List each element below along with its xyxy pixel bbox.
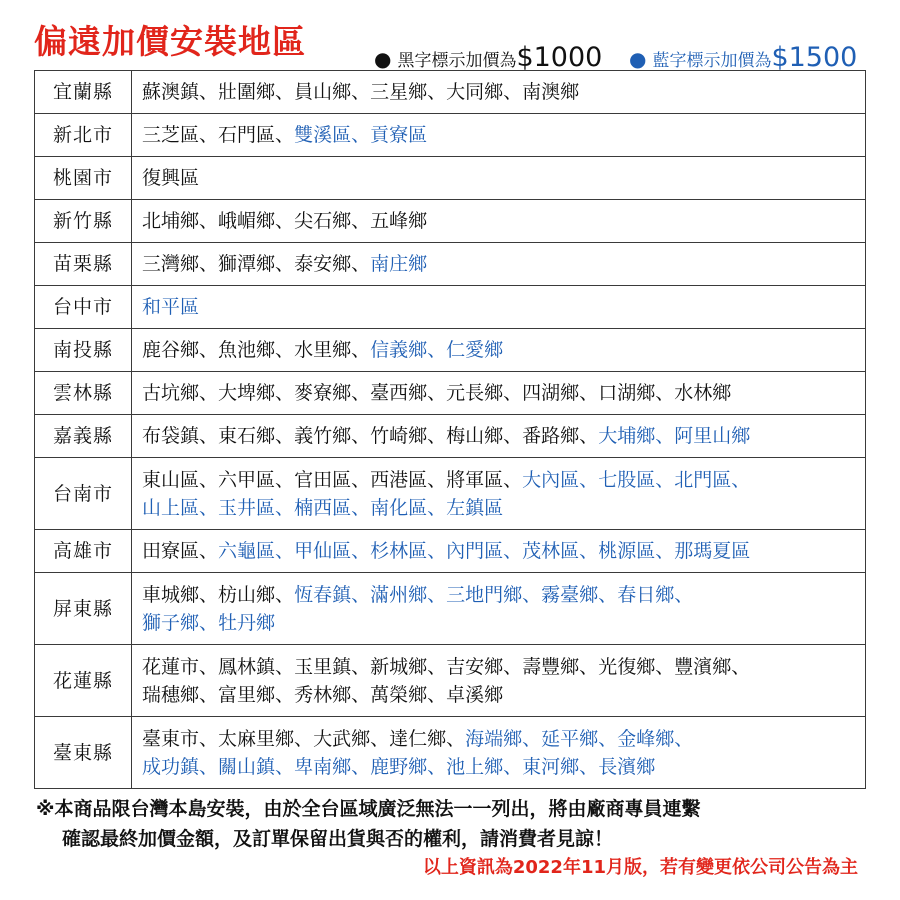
area-item: 仁愛鄉 — [446, 339, 504, 361]
legend-blue-label: 藍字標示加價為 — [652, 51, 772, 71]
separator: 、 — [731, 468, 751, 491]
note-line-1: ※本商品限台灣本島安裝，由於全台區域廣泛無法一一列出，將由廠商專員連繫 — [36, 798, 701, 820]
county-cell: 高雄市 — [35, 530, 132, 573]
areas-line — [142, 336, 855, 364]
separator: 、 — [275, 683, 295, 706]
legend-black-label: 黑字標示加價為 — [397, 51, 517, 71]
area-item: 復興區 — [142, 167, 200, 189]
header — [34, 8, 874, 73]
area-item: 泰安鄉 — [294, 253, 352, 275]
areas-line — [142, 379, 855, 407]
areas-cell — [132, 415, 866, 458]
county-cell: 雲林縣 — [35, 372, 132, 415]
separator: 、 — [446, 727, 466, 750]
separator: 、 — [503, 655, 523, 678]
separator: 、 — [275, 755, 295, 778]
separator: 、 — [275, 124, 295, 146]
area-item: 大埔鄉 — [598, 425, 656, 447]
area-item: 車城鄉 — [142, 583, 200, 606]
separator: 、 — [294, 727, 314, 750]
county-cell: 屏東縣 — [35, 573, 132, 645]
area-item: 獅潭鄉 — [218, 253, 276, 275]
separator: 、 — [199, 81, 219, 103]
areas-cell — [132, 71, 866, 114]
area-item: 牡丹鄉 — [218, 611, 276, 634]
county-cell: 新竹縣 — [35, 200, 132, 243]
note-line-2: 確認最終加價金額，及訂單保留出貨與否的權利，請消費者見諒！ — [62, 828, 614, 850]
separator: 、 — [351, 755, 371, 778]
area-item: 員山鄉 — [294, 81, 352, 103]
separator: 、 — [199, 124, 219, 146]
separator: 、 — [427, 496, 447, 519]
area-item: 鳳林鎮 — [218, 655, 276, 678]
table-row — [35, 415, 866, 458]
areas-line — [142, 164, 855, 192]
separator: 、 — [199, 382, 219, 404]
area-item: 卓溪鄉 — [446, 683, 504, 706]
area-item: 壯圍鄉 — [218, 81, 276, 103]
separator: 、 — [351, 253, 371, 275]
area-item: 西港區 — [370, 468, 428, 491]
separator: 、 — [351, 540, 371, 562]
area-item: 雙溪區 — [294, 124, 352, 146]
areas-cell — [132, 645, 866, 717]
county-cell: 台中市 — [35, 286, 132, 329]
area-item: 石門區 — [218, 124, 276, 146]
area-item: 杉林區 — [370, 540, 428, 562]
area-item: 大埤鄉 — [218, 382, 276, 404]
separator: 、 — [370, 727, 390, 750]
area-item: 阿里山鄉 — [674, 425, 751, 447]
area-item: 北門區 — [674, 468, 732, 491]
table-row — [35, 530, 866, 573]
area-item: 梅山鄉 — [446, 425, 504, 447]
area-item: 將軍區 — [446, 468, 504, 491]
county-cell: 嘉義縣 — [35, 415, 132, 458]
separator: 、 — [275, 382, 295, 404]
areas-cell — [132, 530, 866, 573]
separator: 、 — [427, 425, 447, 447]
area-item: 南澳鄉 — [522, 81, 580, 103]
area-item: 東石鄉 — [218, 425, 276, 447]
area-item: 大內區 — [522, 468, 580, 491]
separator: 、 — [199, 755, 219, 778]
separator: 、 — [199, 727, 219, 750]
separator: 、 — [275, 583, 295, 606]
areas-cell — [132, 573, 866, 645]
county-cell: 新北市 — [35, 114, 132, 157]
table-row — [35, 114, 866, 157]
area-item: 鹿野鄉 — [370, 755, 428, 778]
areas-line — [142, 422, 855, 450]
area-item: 麥寮鄉 — [294, 382, 352, 404]
table-row — [35, 372, 866, 415]
separator: 、 — [275, 81, 295, 103]
separator: 、 — [275, 655, 295, 678]
area-item: 達仁鄉 — [389, 727, 447, 750]
area-item: 左鎮區 — [446, 496, 504, 519]
area-item: 六龜區 — [218, 540, 276, 562]
area-item: 元長鄉 — [446, 382, 504, 404]
areas-line — [142, 466, 855, 494]
separator: 、 — [579, 468, 599, 491]
table-row — [35, 243, 866, 286]
areas-line — [142, 250, 855, 278]
area-item: 大武鄉 — [313, 727, 371, 750]
area-item: 峨嵋鄉 — [218, 210, 276, 232]
separator: 、 — [503, 81, 523, 103]
table-row — [35, 157, 866, 200]
separator: 、 — [275, 253, 295, 275]
area-item: 池上鄉 — [446, 755, 504, 778]
legend-black-price: $1000 — [516, 42, 603, 73]
county-cell: 臺東縣 — [35, 717, 132, 789]
version-footer: 以上資訊為2022年11月版，若有變更依公司公告為主 — [422, 857, 858, 878]
areas-cell — [132, 243, 866, 286]
separator: 、 — [503, 468, 523, 491]
area-item: 瑞穗鄉 — [142, 683, 200, 706]
separator: 、 — [579, 655, 599, 678]
legend-black — [374, 42, 602, 73]
area-item: 三灣鄉 — [142, 253, 200, 275]
area-item: 竹崎鄉 — [370, 425, 428, 447]
areas-cell — [132, 329, 866, 372]
area-item: 古坑鄉 — [142, 382, 200, 404]
area-item: 長濱鄉 — [598, 755, 656, 778]
separator: 、 — [199, 611, 219, 634]
area-item: 三地門鄉 — [446, 583, 523, 606]
separator: 、 — [199, 210, 219, 232]
areas-cell — [132, 157, 866, 200]
area-item: 官田區 — [294, 468, 352, 491]
blue-bullet-icon: ● — [629, 47, 647, 71]
areas-cell — [132, 114, 866, 157]
area-item: 吉安鄉 — [446, 655, 504, 678]
table-row — [35, 717, 866, 789]
area-item: 貢寮區 — [370, 124, 428, 146]
black-bullet-icon: ● — [374, 47, 392, 71]
legend-blue-price: $1500 — [771, 42, 858, 73]
area-item: 臺西鄉 — [370, 382, 428, 404]
area-item: 布袋鎮 — [142, 425, 200, 447]
separator: 、 — [199, 339, 219, 361]
separator: 、 — [503, 425, 523, 447]
area-item: 萬榮鄉 — [370, 683, 428, 706]
separator: 、 — [579, 755, 599, 778]
separator: 、 — [655, 468, 675, 491]
separator: 、 — [199, 496, 219, 519]
county-cell: 南投縣 — [35, 329, 132, 372]
area-item: 東山區 — [142, 468, 200, 491]
area-item: 信義鄉 — [370, 339, 428, 361]
area-item: 北埔鄉 — [142, 210, 200, 232]
area-item: 花蓮市 — [142, 655, 200, 678]
separator: 、 — [522, 727, 542, 750]
separator: 、 — [275, 496, 295, 519]
county-cell: 桃園市 — [35, 157, 132, 200]
separator: 、 — [579, 540, 599, 562]
area-item: 南化區 — [370, 496, 428, 519]
area-item: 尖石鄉 — [294, 210, 352, 232]
county-cell: 苗栗縣 — [35, 243, 132, 286]
separator: 、 — [275, 339, 295, 361]
separator: 、 — [275, 210, 295, 232]
separator: 、 — [275, 540, 295, 562]
separator: 、 — [199, 655, 219, 678]
separator: 、 — [199, 540, 219, 562]
area-item: 關山鎮 — [218, 755, 276, 778]
area-item: 南庄鄉 — [370, 253, 428, 275]
areas-cell — [132, 200, 866, 243]
separator: 、 — [427, 468, 447, 491]
area-item: 金峰鄉 — [617, 727, 675, 750]
separator: 、 — [199, 425, 219, 447]
area-item: 番路鄉 — [522, 425, 580, 447]
area-item: 霧臺鄉 — [541, 583, 599, 606]
disclaimer-note — [36, 794, 876, 854]
separator: 、 — [674, 727, 694, 750]
separator: 、 — [351, 496, 371, 519]
separator: 、 — [579, 382, 599, 404]
separator: 、 — [351, 210, 371, 232]
areas-line — [142, 609, 855, 637]
area-item: 七股區 — [598, 468, 656, 491]
area-item: 蘇澳鎮 — [142, 81, 200, 103]
separator: 、 — [427, 583, 447, 606]
areas-line — [142, 681, 855, 709]
area-item: 恆春鎮 — [294, 583, 352, 606]
legend-blue — [629, 42, 857, 73]
area-item: 壽豐鄉 — [522, 655, 580, 678]
area-item: 茂林區 — [522, 540, 580, 562]
separator: 、 — [351, 583, 371, 606]
separator: 、 — [351, 81, 371, 103]
area-item: 那瑪夏區 — [674, 540, 751, 562]
separator: 、 — [655, 425, 675, 447]
areas-line — [142, 753, 855, 781]
separator: 、 — [199, 683, 219, 706]
separator: 、 — [427, 339, 447, 361]
area-item: 水林鄉 — [674, 382, 732, 404]
separator: 、 — [351, 468, 371, 491]
areas-line — [142, 653, 855, 681]
area-item: 成功鎮 — [142, 755, 200, 778]
area-item: 三星鄉 — [370, 81, 428, 103]
areas-line — [142, 725, 855, 753]
table-row — [35, 286, 866, 329]
page-title: 偏遠加價安裝地區 — [34, 22, 306, 61]
table-row — [35, 71, 866, 114]
area-item: 四湖鄉 — [522, 382, 580, 404]
separator: 、 — [598, 727, 618, 750]
area-item: 臺東市 — [142, 727, 200, 750]
separator: 、 — [503, 755, 523, 778]
area-item: 水里鄉 — [294, 339, 352, 361]
separator: 、 — [351, 655, 371, 678]
area-item: 枋山鄉 — [218, 583, 276, 606]
separator: 、 — [351, 683, 371, 706]
table-row — [35, 573, 866, 645]
separator: 、 — [503, 382, 523, 404]
separator: 、 — [655, 655, 675, 678]
area-item: 卑南鄉 — [294, 755, 352, 778]
area-item: 六甲區 — [218, 468, 276, 491]
areas-line — [142, 121, 855, 149]
separator: 、 — [655, 540, 675, 562]
areas-cell — [132, 372, 866, 415]
separator: 、 — [579, 425, 599, 447]
area-item: 魚池鄉 — [218, 339, 276, 361]
area-item: 大同鄉 — [446, 81, 504, 103]
separator: 、 — [674, 583, 694, 606]
separator: 、 — [351, 339, 371, 361]
area-item: 新城鄉 — [370, 655, 428, 678]
separator: 、 — [351, 124, 371, 146]
area-item: 桃源區 — [598, 540, 656, 562]
area-item: 春日鄉 — [617, 583, 675, 606]
areas-cell — [132, 458, 866, 530]
regions-table-body — [35, 71, 866, 789]
areas-line — [142, 537, 855, 565]
separator: 、 — [351, 425, 371, 447]
area-item: 鹿谷鄉 — [142, 339, 200, 361]
separator: 、 — [522, 583, 542, 606]
area-item: 延平鄉 — [541, 727, 599, 750]
separator: 、 — [427, 655, 447, 678]
area-item: 山上區 — [142, 496, 200, 519]
area-item: 三芝區 — [142, 124, 200, 146]
area-item: 內門區 — [446, 540, 504, 562]
area-item: 和平區 — [142, 296, 200, 318]
separator: 、 — [427, 81, 447, 103]
separator: 、 — [199, 253, 219, 275]
county-cell: 花蓮縣 — [35, 645, 132, 717]
table-row — [35, 329, 866, 372]
separator: 、 — [731, 655, 751, 678]
area-item: 秀林鄉 — [294, 683, 352, 706]
area-item: 楠西區 — [294, 496, 352, 519]
area-item: 豐濱鄉 — [674, 655, 732, 678]
area-item: 滿州鄉 — [370, 583, 428, 606]
area-item: 甲仙區 — [294, 540, 352, 562]
separator: 、 — [427, 540, 447, 562]
area-item: 玉里鎮 — [294, 655, 352, 678]
county-cell: 宜蘭縣 — [35, 71, 132, 114]
separator: 、 — [427, 755, 447, 778]
separator: 、 — [655, 382, 675, 404]
area-item: 光復鄉 — [598, 655, 656, 678]
areas-cell — [132, 286, 866, 329]
areas-line — [142, 581, 855, 609]
regions-table — [34, 70, 866, 789]
area-item: 太麻里鄉 — [218, 727, 295, 750]
area-item: 口湖鄉 — [598, 382, 656, 404]
area-item: 海端鄉 — [465, 727, 523, 750]
areas-line — [142, 494, 855, 522]
separator: 、 — [598, 583, 618, 606]
area-item: 田寮區 — [142, 540, 200, 562]
area-item: 富里鄉 — [218, 683, 276, 706]
table-row — [35, 200, 866, 243]
area-item: 五峰鄉 — [370, 210, 428, 232]
area-item: 獅子鄉 — [142, 611, 200, 634]
areas-line — [142, 293, 855, 321]
areas-line — [142, 207, 855, 235]
separator: 、 — [275, 468, 295, 491]
separator: 、 — [275, 425, 295, 447]
area-item: 東河鄉 — [522, 755, 580, 778]
area-item: 義竹鄉 — [294, 425, 352, 447]
separator: 、 — [199, 468, 219, 491]
separator: 、 — [427, 683, 447, 706]
areas-cell — [132, 717, 866, 789]
areas-line — [142, 78, 855, 106]
separator: 、 — [351, 382, 371, 404]
table-row — [35, 458, 866, 530]
county-cell: 台南市 — [35, 458, 132, 530]
separator: 、 — [503, 540, 523, 562]
area-item: 玉井區 — [218, 496, 276, 519]
separator: 、 — [199, 583, 219, 606]
table-row — [35, 645, 866, 717]
separator: 、 — [427, 382, 447, 404]
